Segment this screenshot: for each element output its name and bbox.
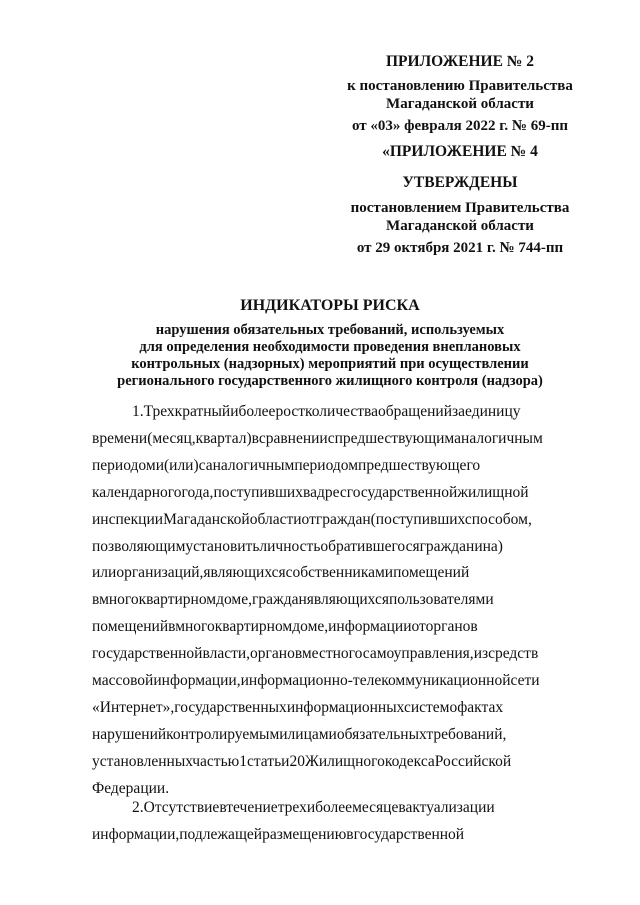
text-line: позволяющимустановитьличностьобратившегосягражданина) bbox=[92, 537, 503, 555]
text-line: инспекцииМагаданскойобластиотграждан(поступившихспособом, bbox=[92, 510, 532, 528]
paragraph-item-1 bbox=[92, 399, 573, 803]
approved-label: УТВЕРЖДЕНЫ bbox=[402, 174, 518, 191]
text-line: 2.Отсутствиевтечениетрехиболеемесяцевактуализации bbox=[132, 799, 495, 816]
document-title: ИНДИКАТОРЫ РИСКА bbox=[240, 297, 420, 314]
text-line: «Интернет»,государственныхинформационныхсистемофактах bbox=[92, 698, 504, 716]
text-line: периодоми(или)саналогичнымпериодомпредшествующего bbox=[92, 456, 481, 474]
subtitle-line-3: контрольных (надзорных) мероприятий при осуществлении bbox=[131, 356, 529, 372]
appendix-4-line-1: постановлением Правительства bbox=[350, 200, 570, 216]
text-line: установленныхчастью1статьи20ЖилищногокодексаРоссийской bbox=[92, 752, 512, 770]
appendix-2-line-2: Магаданской области bbox=[386, 96, 534, 112]
appendix-4-line-2: Магаданской области bbox=[386, 218, 534, 234]
appendix-4-title: «ПРИЛОЖЕНИЕ № 4 bbox=[382, 143, 538, 160]
text-line: времени(месяц,квартал)всравненииспредшествующиманалогичным bbox=[92, 429, 543, 447]
appendix-4-block bbox=[340, 143, 580, 257]
text-line: информации,подлежащейразмещениювгосударственной bbox=[92, 825, 465, 843]
paragraph-item-2 bbox=[92, 795, 573, 849]
text-line: массовойинформации,информационно-телекоммуникационнойсети bbox=[92, 672, 540, 690]
appendix-2-line-1: к постановлению Правительства bbox=[347, 78, 573, 94]
text-line: нарушенийконтролируемымилицамиобязательныхтребований, bbox=[92, 725, 507, 743]
appendix-4-line-3: от 29 октября 2021 г. № 744-пп bbox=[356, 240, 564, 256]
appendix-2-title: ПРИЛОЖЕНИЕ № 2 bbox=[386, 53, 534, 70]
text-line: илиорганизаций,являющихсясобственникамипомещений bbox=[92, 564, 470, 582]
text-line: Федерации. bbox=[92, 779, 170, 797]
subtitle-line-4: регионального государственного жилищного контроля (надзора) bbox=[117, 373, 543, 389]
text-line: вмногоквартирномдоме,гражданявляющихсяпользователями bbox=[92, 591, 494, 609]
text-line: 1.Трехкратныйиболееростколичестваобращенийзаединицу bbox=[132, 403, 521, 420]
text-line: помещенийвмногоквартирномдоме,информацииоторганов bbox=[92, 618, 478, 636]
subtitle-line-1: нарушения обязательных требований, используемых bbox=[155, 322, 505, 338]
appendix-2-block bbox=[340, 53, 580, 135]
text-line: календарногогода,поступившихвадресгосударственнойжилищной bbox=[92, 483, 529, 501]
appendix-2-line-3: от «03» февраля 2022 г. № 69-пп bbox=[351, 118, 569, 134]
document-heading bbox=[70, 296, 590, 390]
subtitle-line-2: для определения необходимости проведения внеплановых bbox=[139, 339, 521, 355]
text-line: государственнойвласти,органовместногосамоуправления,изсредств bbox=[92, 645, 539, 663]
